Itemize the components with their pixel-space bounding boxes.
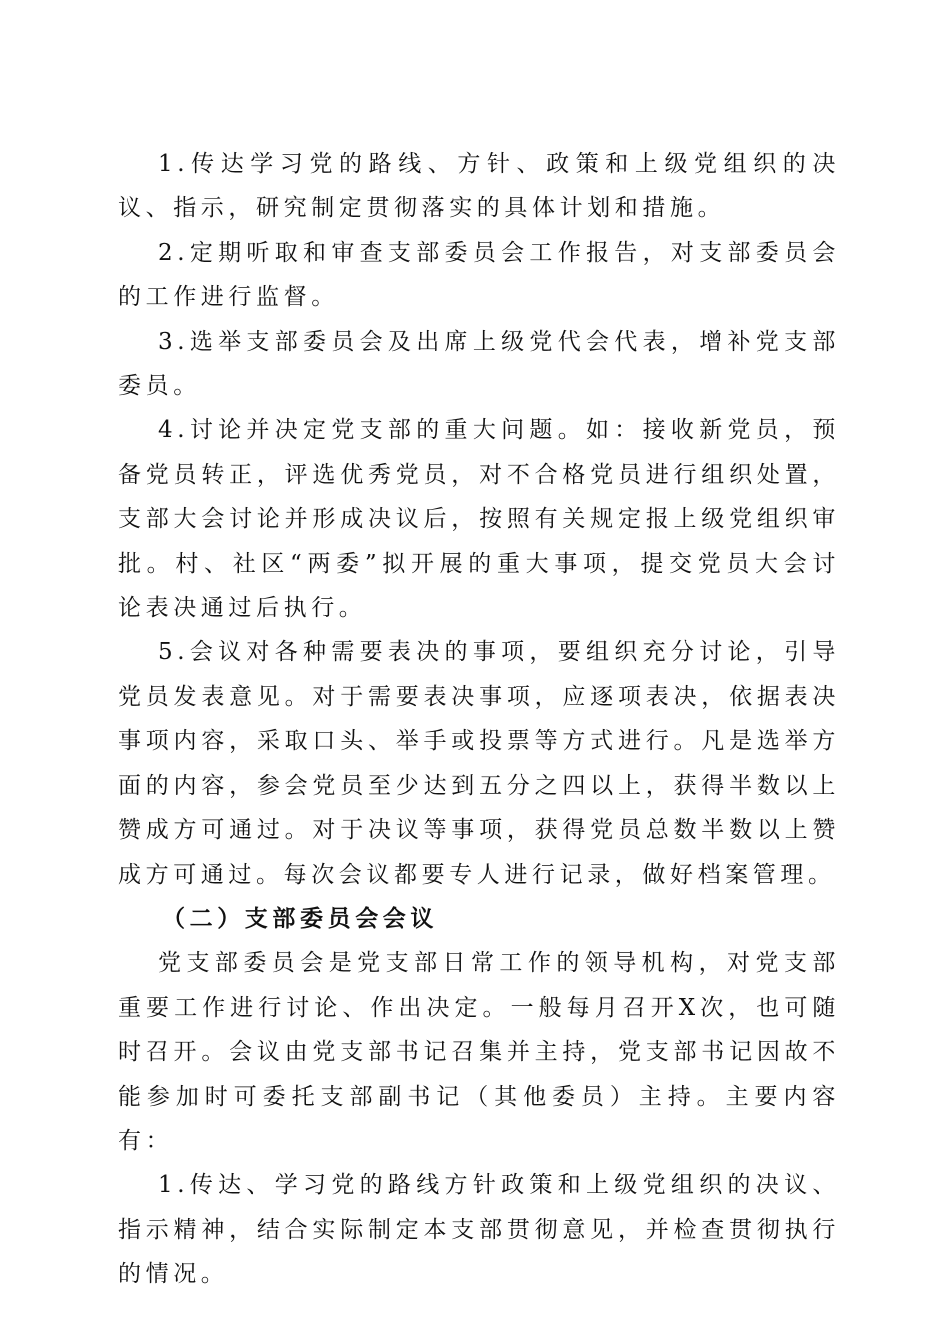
paragraph-general-meeting-item-1: 1.传达学习党的路线、方针、政策和上级党组织的决议、指示，研究制定贯彻落实的具体计划和措施。 [118, 151, 840, 222]
paragraph-committee-item-1: 1.传达、学习党的路线方针政策和上级党组织的决议、指示精神，结合实际制定本支部贯彻意见，并检查贯彻执行的情况。 [118, 1172, 840, 1288]
paragraph-general-meeting-item-3: 3.选举支部委员会及出席上级党代会代表，增补党支部委员。 [118, 328, 840, 400]
document-body [118, 142, 840, 1297]
section-heading-committee-meeting: （二）支部委员会会议 [162, 904, 438, 932]
paragraph-committee-intro: 党支部委员会是党支部日常工作的领导机构，对党支部重要工作进行讨论、作出决定。一般每月召开X次，也可随时召开。会议由党支部书记召集并主持，党支部书记因故不能参加时可委托支部副书记（其他委员）主持。主要内容有： [118, 950, 840, 1154]
paragraph-general-meeting-item-2: 2.定期听取和审查支部委员会工作报告，对支部委员会的工作进行监督。 [118, 239, 840, 311]
paragraph-general-meeting-item-5: 5.会议对各种需要表决的事项，要组织充分讨论，引导党员发表意见。对于需要表决事项，应逐项表决，依据表决事项内容，采取口头、举手或投票等方式进行。凡是选举方面的内容，参会党员至少达到五分之四以上，获得半数以上赞成方可通过。对于决议等事项，获得党员总数半数以上赞成方可通过。每次会议都要专人进行记录，做好档案管理。 [118, 639, 840, 888]
paragraph-general-meeting-item-4: 4.讨论并决定党支部的重大问题。如：接收新党员，预备党员转正，评选优秀党员，对不合格党员进行组织处置，支部大会讨论并形成决议后，按照有关规定报上级党组织审批。村、社区“两委”拟开展的重大事项，提交党员大会讨论表决通过后执行。 [118, 417, 840, 622]
